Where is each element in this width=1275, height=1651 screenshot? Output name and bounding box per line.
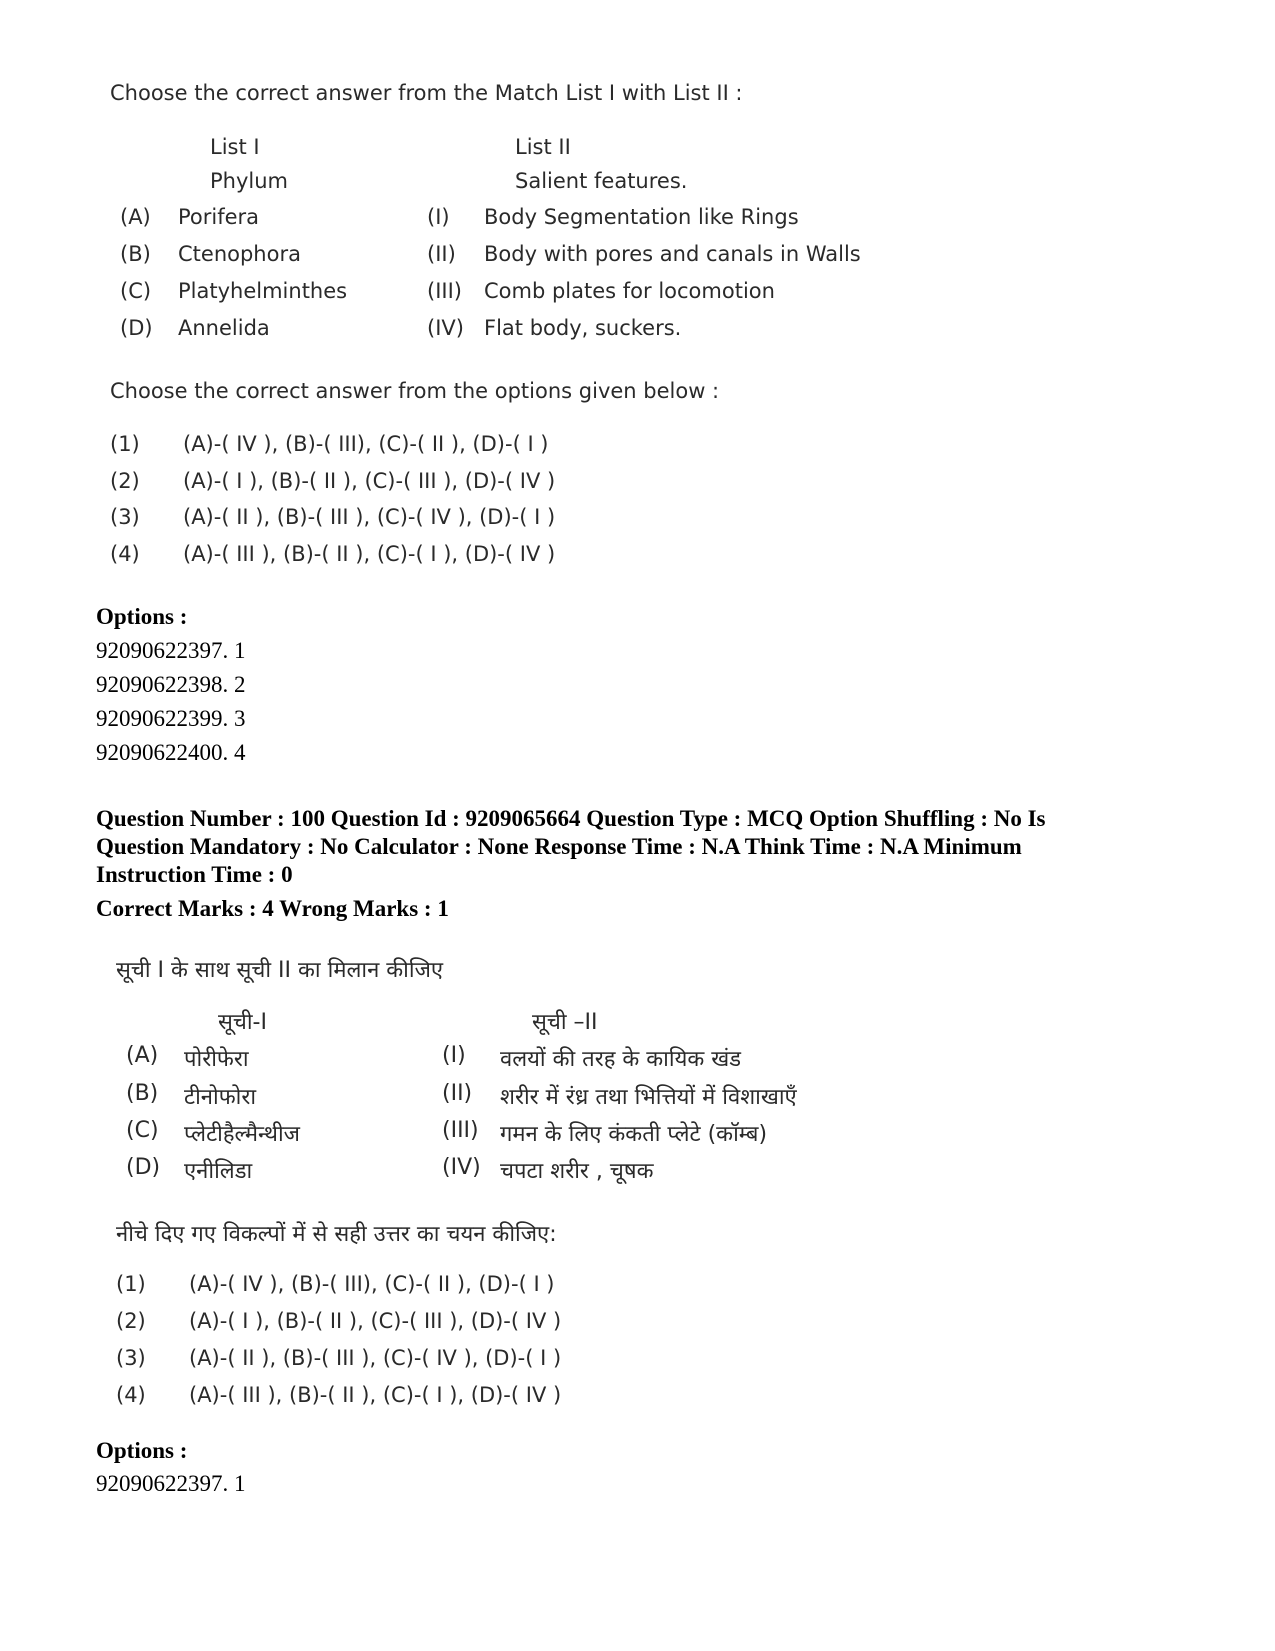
q1-row-feature: Flat body, suckers.	[484, 316, 682, 340]
q1-instruction: Choose the correct answer from the Match List I with List II :	[110, 81, 743, 105]
q2-row-feature: गमन के लिए कंकती प्लेटे (कॉम्ब)	[500, 1122, 768, 1147]
q1-row-roman: (II)	[427, 242, 456, 266]
q2-row-term: पोरीफेरा	[184, 1047, 249, 1072]
q1-answer-text: (A)-( I ), (B)-( II ), (C)-( III ), (D)-( IV )	[183, 469, 556, 493]
q1-row-term: Porifera	[178, 205, 260, 229]
q1-row-term: Annelida	[178, 316, 270, 340]
q2-row-term: प्लेटीहैल्मैन्थीज	[184, 1122, 301, 1147]
option-item: 92090622398. 2	[96, 672, 246, 697]
q2-row-label: (A)	[126, 1043, 159, 1068]
q1-row-feature: Comb plates for locomotion	[484, 279, 775, 303]
q2-row-term: एनीलिडा	[184, 1159, 253, 1184]
q1-row-label: (C)	[120, 279, 152, 303]
q1-row-feature: Body with pores and canals in Walls	[484, 242, 861, 266]
q2-row-label: (B)	[126, 1081, 159, 1106]
q1-answer-text: (A)-( IV ), (B)-( III), (C)-( II ), (D)-( I )	[183, 432, 549, 456]
q1-answer-number: (2)	[110, 469, 140, 493]
q2-answer-text: (A)-( II ), (B)-( III ), (C)-( IV ), (D)-( I )	[189, 1346, 562, 1370]
q1-row-label: (D)	[120, 316, 153, 340]
q2-answer-text: (A)-( III ), (B)-( II ), (C)-( I ), (D)-( IV )	[189, 1383, 562, 1407]
q1-list2-sub: Salient features.	[515, 169, 688, 193]
q1-row-roman: (I)	[427, 205, 450, 229]
q2-answer-number: (2)	[116, 1309, 146, 1333]
q2-row-feature: चपटा शरीर , चूषक	[500, 1159, 654, 1184]
q1-row-term: Ctenophora	[178, 242, 301, 266]
q2-row-roman: (IV)	[442, 1155, 481, 1180]
q2-list2-header: सूची –II	[532, 1010, 598, 1035]
q1-answer-number: (1)	[110, 432, 140, 456]
q1-row-term: Platyhelminthes	[178, 279, 348, 303]
q2-instruction: सूची I के साथ सूची II का मिलान कीजिए	[116, 958, 444, 983]
q1-answer-text: (A)-( III ), (B)-( II ), (C)-( I ), (D)-( IV )	[183, 542, 556, 566]
q2-row-feature: शरीर में रंध्र तथा भित्तियों में विशाखाएँ	[500, 1085, 797, 1110]
q1-row-label: (B)	[120, 242, 151, 266]
q1-row-roman: (IV)	[427, 316, 464, 340]
q2-answer-number: (4)	[116, 1383, 146, 1407]
q1-list1-header: List I	[210, 135, 260, 159]
options-label: Options :	[96, 1438, 188, 1463]
question-meta-line: Question Mandatory : No Calculator : None Response Time : N.A Think Time : N.A Minimum	[96, 834, 1022, 859]
option-item: 92090622397. 1	[96, 1471, 246, 1496]
q1-list1-sub: Phylum	[210, 169, 289, 193]
q1-choose-text: Choose the correct answer from the options given below :	[110, 379, 720, 403]
q2-answer-text: (A)-( IV ), (B)-( III), (C)-( II ), (D)-( I )	[189, 1272, 555, 1296]
q2-row-roman: (III)	[442, 1118, 479, 1143]
q1-answer-number: (4)	[110, 542, 140, 566]
q1-row-feature: Body Segmentation like Rings	[484, 205, 799, 229]
q1-answer-number: (3)	[110, 505, 140, 529]
question-meta-line: Instruction Time : 0	[96, 862, 293, 887]
question-meta-line: Question Number : 100 Question Id : 9209065664 Question Type : MCQ Option Shuffling : No Is	[96, 806, 1046, 831]
q2-list1-header: सूची-I	[218, 1010, 267, 1035]
q2-choose-text: नीचे दिए गए विकल्पों में से सही उत्तर का चयन कीजिए:	[116, 1222, 557, 1247]
q2-answer-text: (A)-( I ), (B)-( II ), (C)-( III ), (D)-( IV )	[189, 1309, 562, 1333]
q2-row-roman: (I)	[442, 1043, 466, 1068]
q1-answer-text: (A)-( II ), (B)-( III ), (C)-( IV ), (D)-( I )	[183, 505, 556, 529]
q2-row-term: टीनोफोरा	[184, 1085, 257, 1110]
q2-row-label: (C)	[126, 1118, 159, 1143]
q2-answer-number: (1)	[116, 1272, 146, 1296]
q2-row-feature: वलयों की तरह के कायिक खंड	[500, 1047, 741, 1072]
option-item: 92090622397. 1	[96, 638, 246, 663]
q2-row-label: (D)	[126, 1155, 161, 1180]
option-item: 92090622399. 3	[96, 706, 246, 731]
q2-row-roman: (II)	[442, 1081, 473, 1106]
q1-row-roman: (III)	[427, 279, 462, 303]
options-label: Options :	[96, 604, 188, 629]
question-marks: Correct Marks : 4 Wrong Marks : 1	[96, 896, 449, 921]
q2-answer-number: (3)	[116, 1346, 146, 1370]
q1-row-label: (A)	[120, 205, 151, 229]
q1-list2-header: List II	[515, 135, 571, 159]
option-item: 92090622400. 4	[96, 740, 246, 765]
